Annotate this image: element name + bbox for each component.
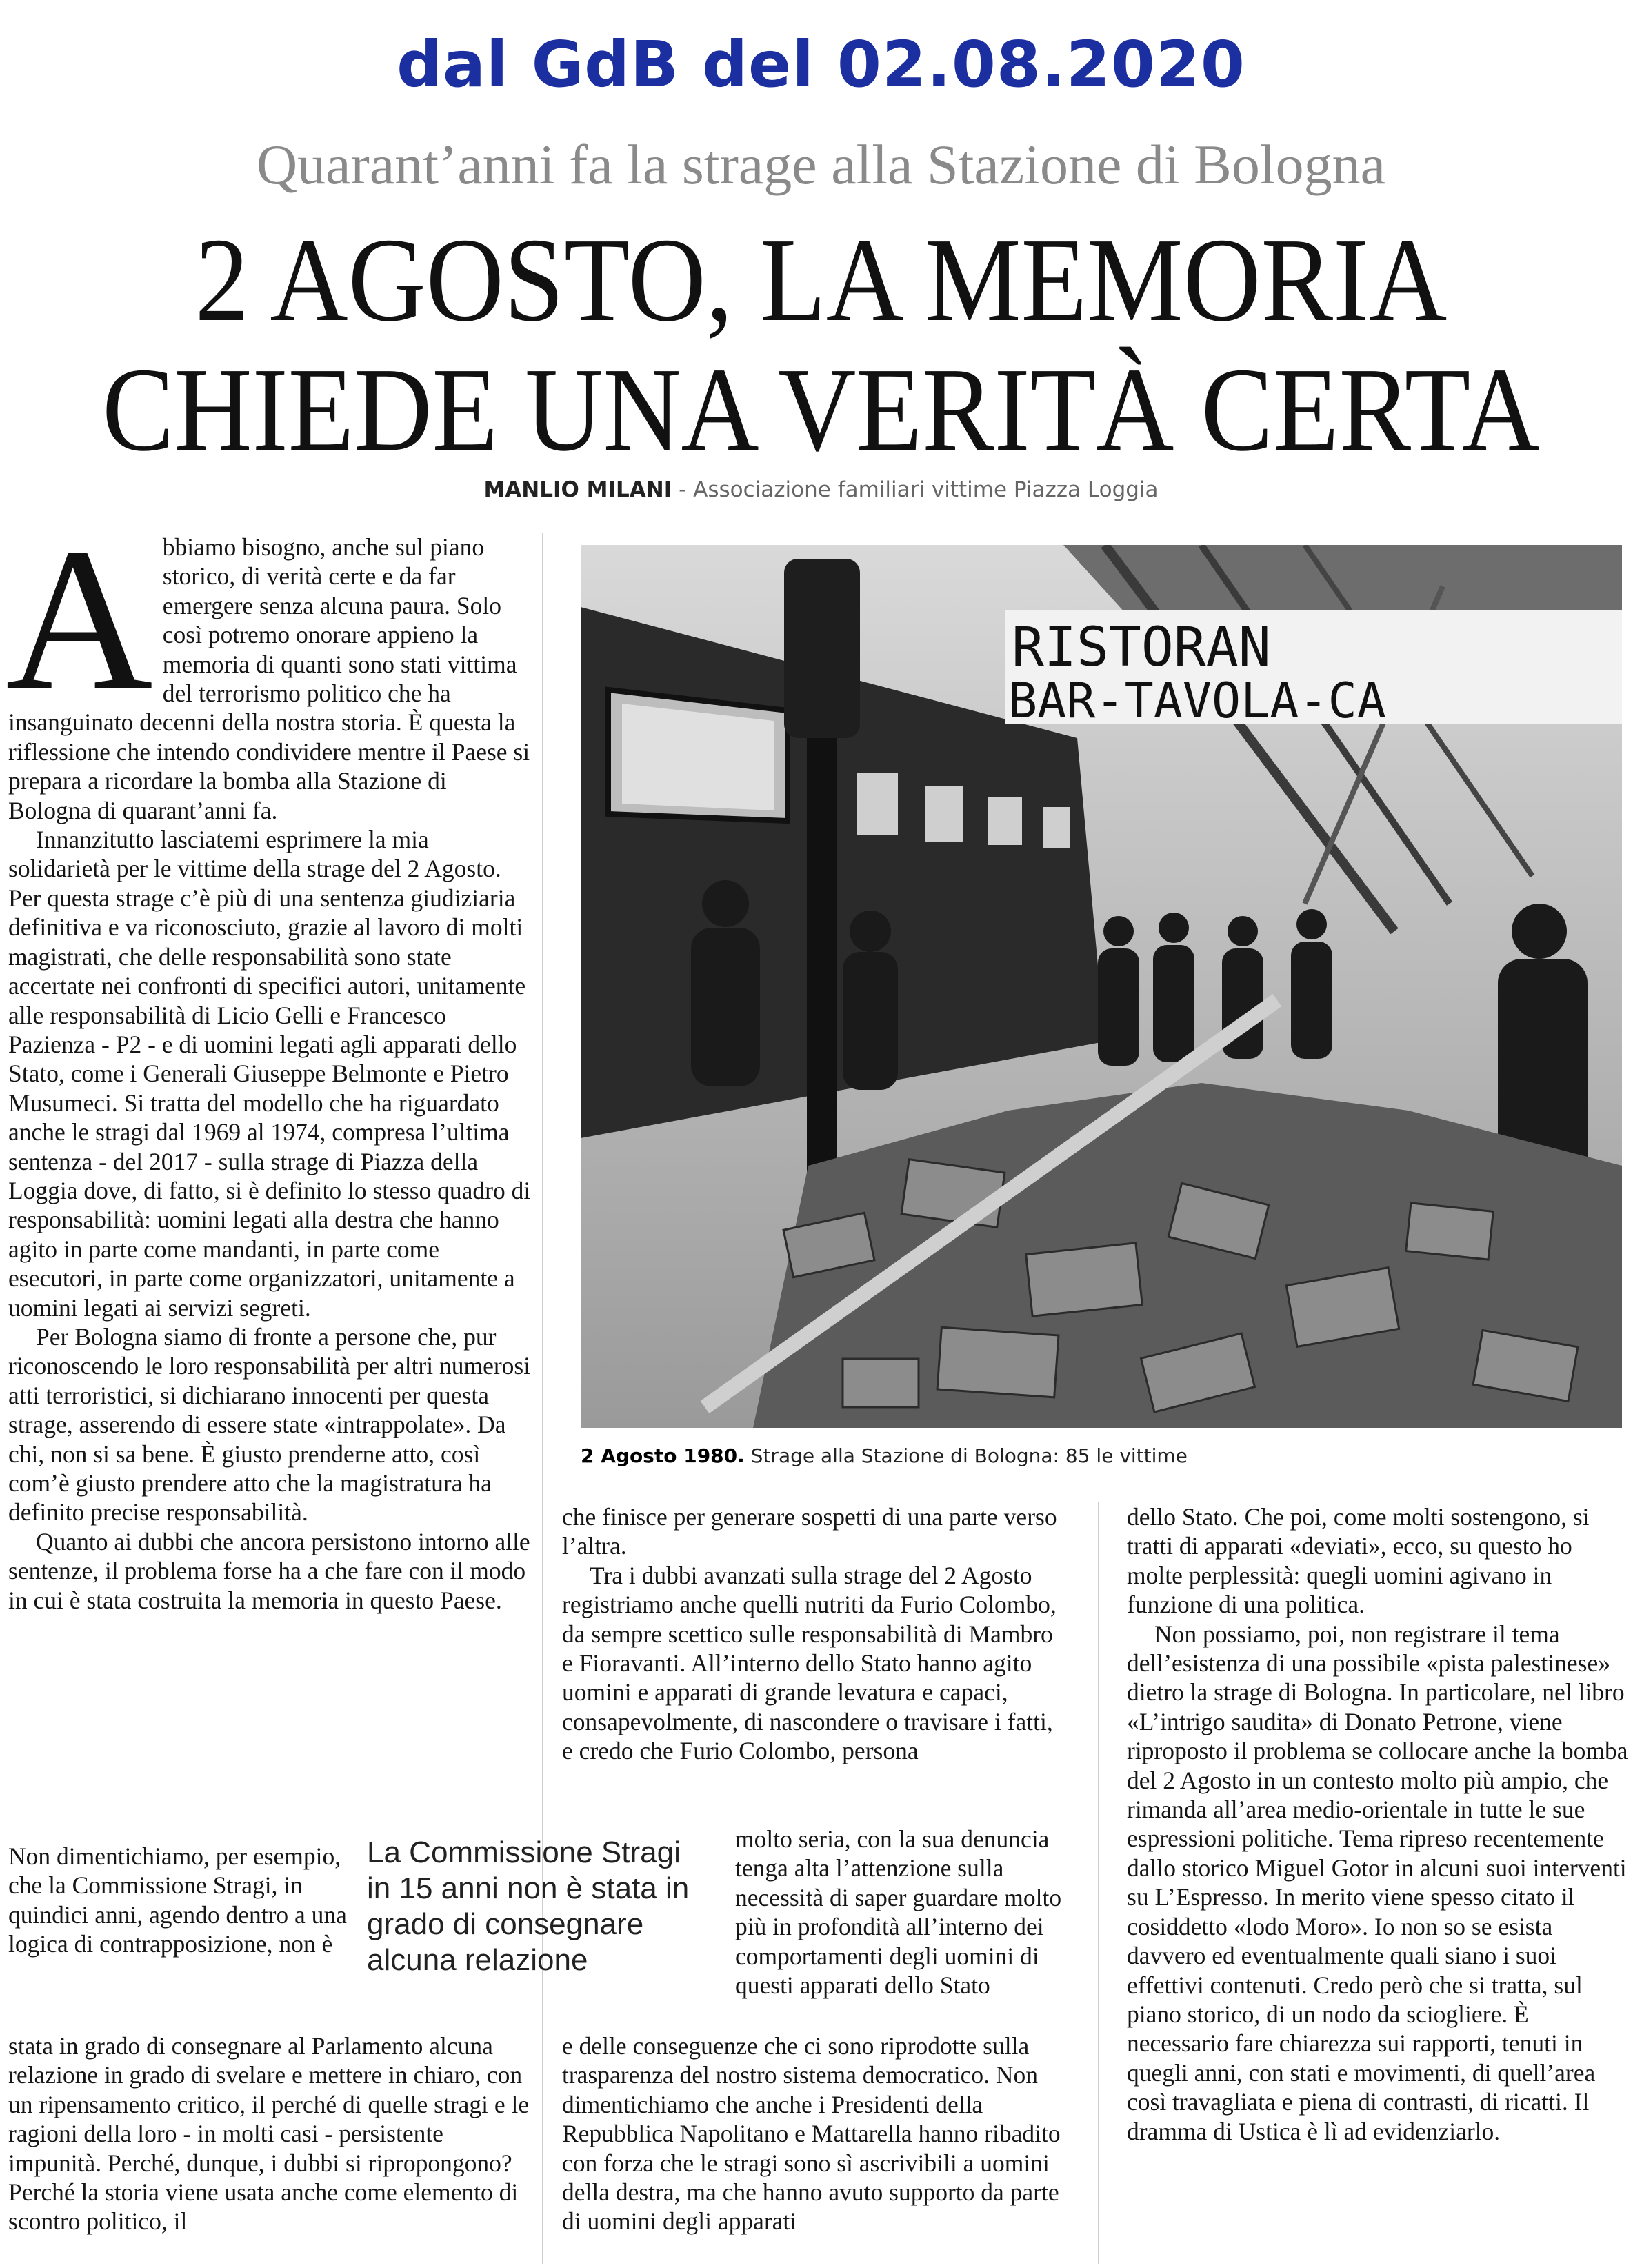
column-divider xyxy=(1098,1502,1099,2264)
paragraph: molto seria, con la sua denuncia tenga alta l’attenzione sulla necessità di saper guardare molto più in profondità all’interno dei comportamenti degli uomini di questi apparati dello Stato xyxy=(735,1825,1062,2000)
paragraph: stata in grado di consegnare al Parlamento alcuna relazione in grado di svelare e mettere in chiaro, con un ripensamento critico, il perché di quelle stragi e le ragioni della loro - in molti casi - persistente impunità. Perché, dunque, i dubbi si ripropongono? Perché la storia viene usata anche come elemento di scontro politico, il xyxy=(8,2032,530,2236)
source-label: dal GdB del 02.08.2020 xyxy=(397,28,1245,101)
headline-line-2: CHIEDE UNA VERITÀ CERTA xyxy=(102,343,1540,476)
kicker: Quarant’anni fa la strage alla Stazione di Bologna xyxy=(256,133,1386,196)
article-column-1 xyxy=(6,506,532,1615)
paragraph: Per Bologna siamo di fronte a persone che, pur riconoscendo le loro responsabilità per altri numerosi atti terroristici, si dichiarano innocenti per questa strage, asserendo di essere state «intrappolate». Da chi, non si sa bene. È giusto prenderne atto, così com’è giusto prendere atto che la magistratura ha definito precise responsabilità. xyxy=(8,1322,531,1526)
paragraph: bbiamo bisogno, anche sul piano storico, di verità certe e da far emergere senza alcuna paura. Solo così potremo onorare appieno la memoria di quanti sono stati vittima del terrorismo politico che ha insanguinato decenni della nostra storia. È questa la riflessione che intendo condividere mentre il Paese si prepara a ricordare la bomba alla Stazione di Bologna di quarant’anni fa. xyxy=(8,533,530,824)
drop-cap: A xyxy=(6,506,153,733)
paragraph: Innanzitutto lasciatemi esprimere la mia solidarietà per le vittime della strage del 2 Agosto. Per questa strage c’è più di una sentenza giudiziaria definitiva e va riconosciuto, grazie al lavoro di molti magistrati, che delle responsabilità sono state accertate nei confronti di specifici autori, unitamente alle responsabilità di Licio Gelli e Francesco Pazienza - P2 - e di uomini legati agli apparati dello Stato, come i Generali Giuseppe Belmonte e Pietro Musumeci. Si tratta del modello che ha riguardato anche le stragi dal 1969 al 1974, compresa l’ultima sentenza - del 2017 - sulla strage di Piazza della Loggia dove, di fatto, si è definito lo stesso quadro di responsabilità: uomini legati alla destra che hanno agito in parte come mandanti, in parte come esecutori, in parte come organizzatori, unitamente a uomini legati ai servizi segreti. xyxy=(8,826,531,1322)
sign-line-2: BAR-TAVOLA-CA xyxy=(1008,673,1386,729)
byline-author: MANLIO MILANI xyxy=(483,477,672,502)
caption-text: Strage alla Stazione di Bologna: 85 le vittime xyxy=(744,1444,1188,1467)
paragraph: Quanto ai dubbi che ancora persistono intorno alle sentenze, il problema forse ha a che fare con il modo in cui è stata costruita la memoria in questo Paese. xyxy=(8,1527,530,1614)
paragraph: Tra i dubbi avanzati sulla strage del 2 Agosto registriamo anche quelli nutriti da Furio Colombo, da sempre scettico sulle responsabilità di Mambro e Fioravanti. All’interno dello Stato hanno agito uomini e apparati di grande levatura e capaci, consapevolmente, di nascondere o travisare i fatti, e credo che Furio Colombo, persona xyxy=(562,1561,1057,1765)
article-column-1-wrap xyxy=(8,1842,361,1959)
photo-caption xyxy=(581,1444,1622,1467)
article-column-2-bottom xyxy=(562,2031,1069,2236)
column-divider xyxy=(542,533,543,2264)
station-photo xyxy=(581,545,1622,1428)
byline xyxy=(0,477,1642,502)
paragraph: dello Stato. Che poi, come molti sostengono, si tratti di apparati «deviati», ecco, su questo ho molte perplessità: quegli uomini agivano in funzione di una politica. xyxy=(1127,1503,1590,1619)
photo-illustration xyxy=(581,545,1622,1428)
article-column-2-wrap xyxy=(735,1824,1069,2000)
paragraph: Non possiamo, poi, non registrare il tema dell’esistenza di una possibile «pista palestinese» dietro la strage di Bologna. In particolare, nel libro «L’intrigo saudita» di Donato Petrone, viene riproposto il problema se collocare anche la bomba del 2 Agosto in un contesto molto più ampio, che rimanda all’area medio-orientale in tutte le sue espressioni politiche. Tema ripreso recentemente dallo storico Miguel Gotor in alcuni suoi interventi su L’Espresso. In merito viene spesso citato il cosiddetto «lodo Moro». Io non so se esista davvero ed eventualmente quali siano i suoi effettivi contenuti. Credo però che si tratta, sul piano storico, di un nodo da sciogliere. È necessario fare chiarezza sui rapporti, tenuti in quegli anni, con stati e movimenti, di quell’area così travagliata e piena di contrasti, di ricatti. Il dramma di Ustica è lì ad evidenziarlo. xyxy=(1127,1620,1628,2145)
paragraph: Non dimentichiamo, per esempio, che la Commissione Stragi, in quindici anni, agendo dentro a una logica di contrapposizione, non è xyxy=(8,1842,347,1958)
article-column-1-bottom xyxy=(8,2031,532,2236)
headline-line-1: 2 AGOSTO, LA MEMORIA xyxy=(194,213,1448,346)
paragraph: che finisce per generare sospetti di una parte verso l’altra. xyxy=(562,1503,1057,1560)
pull-quote: La Commissione Stragi in 15 anni non è stata in grado di consegnare alcuna relazione xyxy=(367,1836,690,1977)
paragraph: e delle conseguenze che ci sono riprodotte sulla trasparenza del nostro sistema democratico. Non dimentichiamo che anche i Presidenti della Repubblica Napolitano e Mattarella hanno ribadito con forza che le stragi sono sì ascrivibili a uomini della destra, ma che hanno avuto supporto da parte di uomini degli apparati xyxy=(562,2032,1061,2236)
caption-date: 2 Agosto 1980. xyxy=(581,1444,745,1467)
sign-line-1: RISTORAN xyxy=(1012,617,1271,679)
article-column-2 xyxy=(562,1502,1069,1766)
byline-affiliation: - Associazione familiari vittime Piazza Loggia xyxy=(672,477,1159,502)
article-column-3 xyxy=(1127,1502,1634,2146)
headline xyxy=(94,215,1548,475)
